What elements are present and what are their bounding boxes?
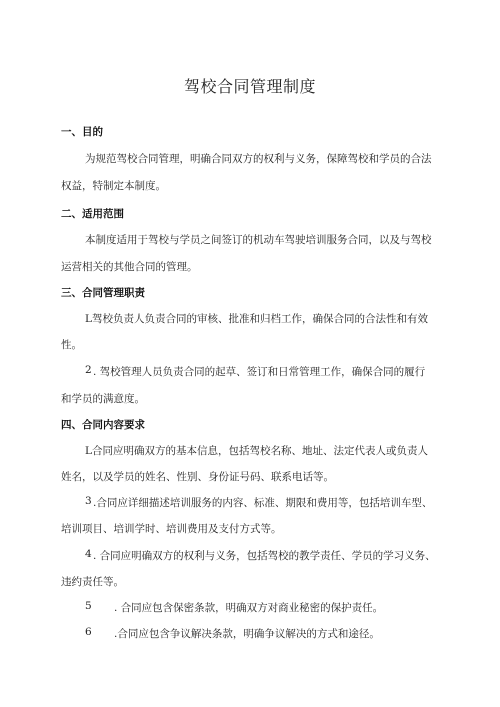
paragraph-line: 运营相关的其他合同的管理。 [61,261,198,273]
paragraph-line: .合同应包含争议解决条款，明确争议解决的方式和途径。 [114,628,380,640]
item-number: 3 [85,495,92,507]
paragraph-line: 本制度适用于驾校与学员之间签订的机动车驾驶培训服务合同，以及与驾校 [85,234,432,246]
section-heading-content-requirements: 四、合同内容要求 [61,419,145,431]
paragraph-line: 为规范驾校合同管理，明确合同双方的权利与义务，保障驾校和学员的合法 [85,153,432,165]
paragraph-line: 违约责任等。 [61,576,124,588]
paragraph-line: 姓名，以及学员的姓名、性别、身份证号码、联系电话等。 [61,471,334,483]
paragraph-line: . 驾校管理人员负责合同的起草、签订和日常管理工作，确保合同的履行 [93,366,426,378]
item-number: 5 [85,600,92,612]
paragraph-line: 性。 [61,339,82,351]
paragraph-line: L驾校负责人负责合同的审核、批准和归档工作，确保合同的合法性和有效 [85,313,428,325]
document-title: 驾校合同管理制度 [183,77,316,96]
item-number: 6 [85,626,92,638]
paragraph-line: 和学员的满意度。 [61,393,145,405]
paragraph-line: 培训项目、培训学时、培训费用及支付方式等。 [61,523,282,535]
paragraph-line: L合同应明确双方的基本信息，包括驾校名称、地址、法定代表人或负责人 [85,445,428,457]
section-heading-responsibilities: 三、合同管理职责 [61,287,145,299]
paragraph-line: 权益，特制定本制度。 [61,180,166,192]
paragraph-line: .合同应详细描述培训服务的内容、标准、期限和费用等，包括培训车型、 [93,497,433,509]
paragraph-line: . 合同应明确双方的权利与义务，包括驾校的教学责任、学员的学习义务、 [93,550,436,562]
section-heading-purpose: 一、目的 [61,126,103,138]
item-number: 2 [85,364,92,376]
section-heading-scope: 二、适用范围 [61,208,124,220]
item-number: 4 [85,548,92,560]
paragraph-line: . 合同应包含保密条款，明确双方对商业秘密的保护责任。 [114,602,384,614]
